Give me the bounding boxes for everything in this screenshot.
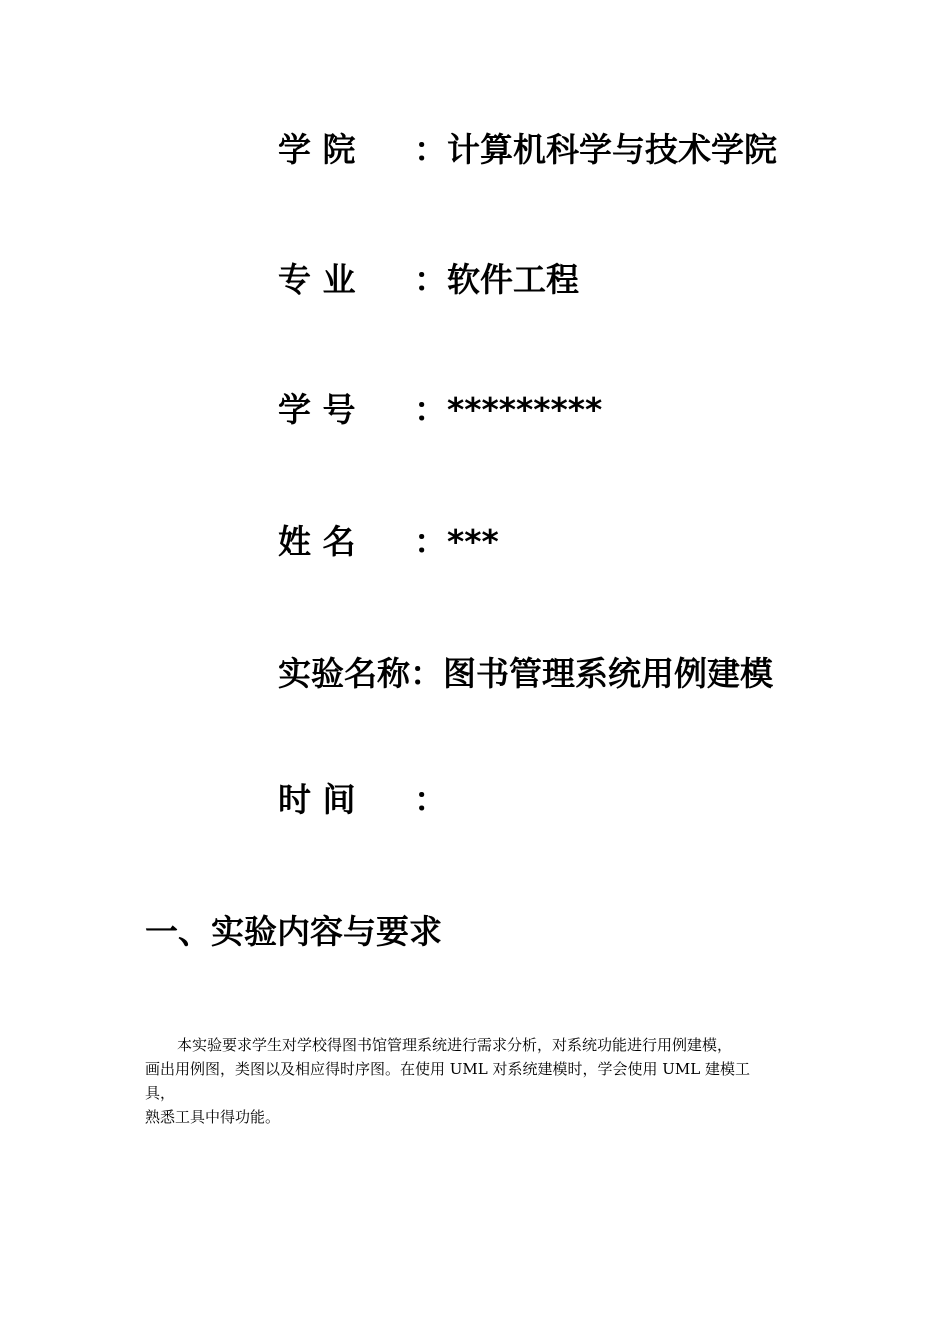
major-label-char-1: 专 (278, 260, 311, 299)
name-label-char-1: 姓 (278, 522, 311, 561)
section-heading: 一、实验内容与要求 (145, 912, 442, 951)
student-id-colon: ： (414, 390, 447, 429)
section-body (145, 1033, 810, 1129)
college-value: 计算机科学与技术学院 (447, 130, 777, 169)
college-colon: ： (414, 130, 447, 169)
experiment-value: 图书管理系统用例建模 (443, 654, 773, 693)
college-label (278, 126, 414, 174)
major-value: 软件工程 (447, 260, 579, 299)
name-label-char-2: 名 (322, 522, 356, 561)
time-colon: ： (414, 780, 447, 819)
major-colon: ： (414, 260, 447, 299)
major-label (278, 256, 414, 304)
body-line-4: 熟悉工具中得功能。 (145, 1108, 281, 1126)
time-label-char-2: 间 (322, 780, 356, 819)
college-label-char-2: 院 (322, 130, 356, 169)
student-id-label-char-1: 学 (278, 390, 311, 429)
student-id-label-char-2: 号 (322, 390, 356, 429)
time-label (278, 776, 414, 824)
student-id-row (278, 386, 602, 434)
experiment-label: 实验名称 (278, 654, 410, 693)
name-label (278, 518, 414, 566)
student-id-label (278, 386, 414, 434)
body-line-3: 具， (145, 1084, 176, 1102)
college-row (278, 126, 777, 174)
time-label-char-1: 时 (278, 780, 311, 819)
body-line-1: 本实验要求学生对学校得图书馆管理系统进行需求分析，对系统功能进行用例建模， (177, 1036, 733, 1054)
experiment-colon: ： (410, 654, 443, 693)
name-row (278, 518, 499, 566)
experiment-row (278, 650, 773, 698)
college-label-char-1: 学 (278, 130, 311, 169)
student-id-value: ********* (447, 390, 603, 429)
time-row (278, 776, 447, 824)
major-row (278, 256, 579, 304)
name-colon: ： (414, 522, 447, 561)
major-label-char-2: 业 (322, 260, 356, 299)
body-line-2: 画出用例图，类图以及相应得时序图。在使用 UML 对系统建模时，学会使用 UML 建模工 (145, 1060, 750, 1078)
name-value: *** (447, 522, 499, 561)
